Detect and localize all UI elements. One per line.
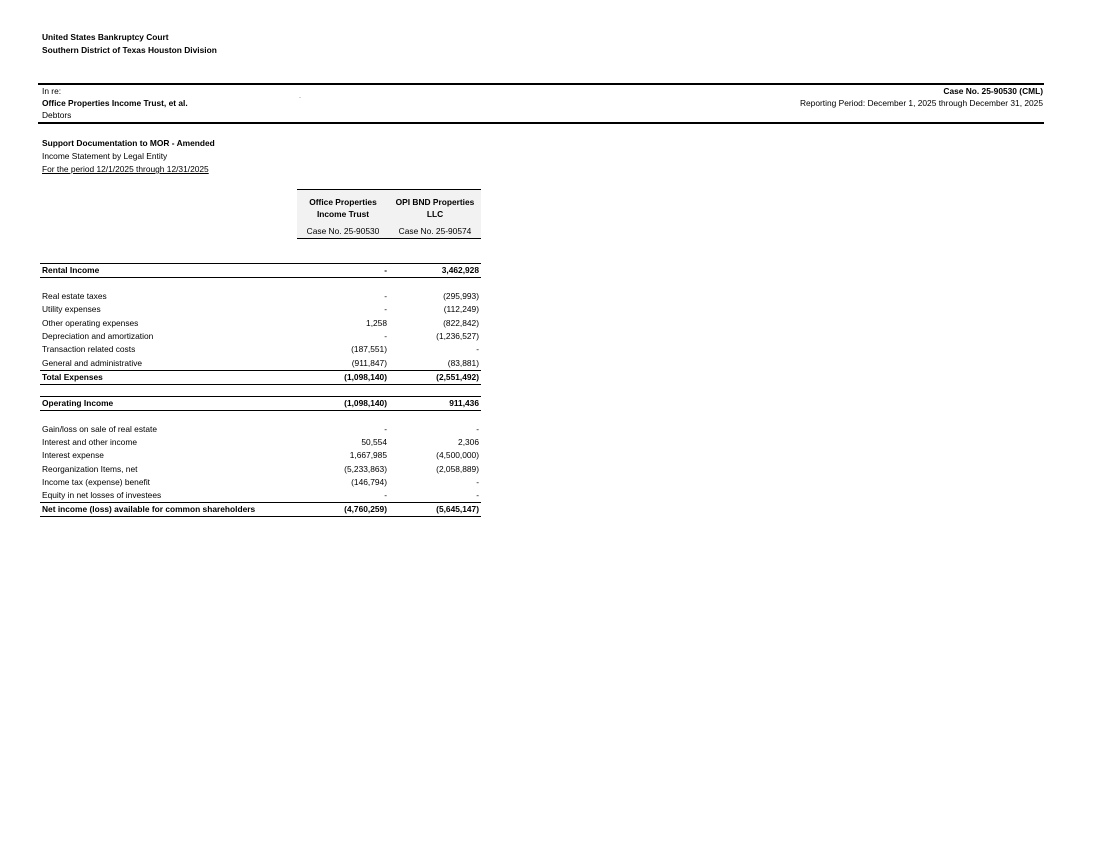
- row-label: Utility expenses: [42, 304, 101, 314]
- row-transaction-costs: [40, 343, 481, 356]
- row-value-col2: (4,500,000): [436, 450, 479, 460]
- court-division: Southern District of Texas Houston Division: [42, 45, 217, 55]
- document-title: Support Documentation to MOR - Amended: [42, 138, 215, 148]
- row-value-col1: (187,551): [351, 344, 387, 354]
- debtors-label: Debtors: [42, 110, 72, 120]
- column-1-name-line1: Office Properties: [309, 197, 377, 207]
- row-value-col2: (822,842): [443, 318, 479, 328]
- row-value-col1: -: [384, 304, 387, 314]
- row-value-col1: (146,794): [351, 477, 387, 487]
- row-value-col1: (5,233,863): [344, 464, 387, 474]
- row-net-income: [40, 503, 481, 517]
- column-1-case: Case No. 25-90530: [306, 226, 380, 236]
- row-label: Income tax (expense) benefit: [42, 477, 151, 487]
- row-real-estate-taxes: [40, 290, 481, 303]
- row-income-tax: [40, 476, 481, 489]
- document-period: For the period 12/1/2025 through 12/31/2025: [42, 164, 209, 174]
- row-other-operating-expenses: [40, 317, 481, 330]
- row-label: Transaction related costs: [42, 344, 136, 354]
- row-label: Real estate taxes: [42, 291, 107, 301]
- row-label: Gain/loss on sale of real estate: [42, 424, 157, 434]
- case-number: Case No. 25-90530 (CML): [943, 86, 1043, 96]
- row-value-col2: (2,058,889): [436, 464, 479, 474]
- row-value-col2: (295,993): [443, 291, 479, 301]
- row-value-col1: -: [384, 331, 387, 341]
- row-label: Operating Income: [42, 398, 114, 408]
- document-subtitle: Income Statement by Legal Entity: [42, 151, 168, 161]
- column-header-box: [297, 189, 481, 239]
- stray-dot: ·: [299, 95, 301, 101]
- row-value-col2: (5,645,147): [436, 504, 479, 514]
- row-label: Other operating expenses: [42, 318, 139, 328]
- row-interest-expense: [40, 449, 481, 462]
- row-value-col2: -: [476, 477, 479, 487]
- row-value-col1: 1,258: [366, 318, 387, 328]
- row-value-col2: (2,551,492): [436, 372, 479, 382]
- row-reorganization-items: [40, 463, 481, 476]
- column-2-name-line1: OPI BND Properties: [395, 197, 475, 207]
- row-value-col2: 3,462,928: [441, 265, 479, 275]
- in-re-label: In re:: [42, 86, 62, 96]
- row-value-col2: 911,436: [449, 398, 479, 408]
- row-depreciation: [40, 330, 481, 343]
- row-value-col1: -: [384, 490, 387, 500]
- row-label: Interest expense: [42, 450, 104, 460]
- row-label: Equity in net losses of investees: [42, 490, 162, 500]
- column-2-case: Case No. 25-90574: [398, 226, 472, 236]
- row-label: Depreciation and amortization: [42, 331, 154, 341]
- row-value-col2: -: [476, 344, 479, 354]
- row-label: Interest and other income: [42, 437, 137, 447]
- reporting-period: Reporting Period: December 1, 2025 through December 31, 2025: [799, 98, 1043, 108]
- row-gain-loss: [40, 423, 481, 436]
- row-label: General and administrative: [42, 358, 143, 368]
- row-value-col1: (911,847): [351, 358, 387, 368]
- row-rental-income: [40, 263, 481, 278]
- column-1-name-line2: Income Trust: [316, 209, 370, 219]
- row-value-col2: -: [476, 490, 479, 500]
- row-value-col1: -: [384, 265, 387, 275]
- row-label: Reorganization Items, net: [42, 464, 138, 474]
- column-2-name-line2: LLC: [426, 209, 444, 219]
- caption-bottom-rule: [38, 122, 1044, 124]
- row-value-col2: (83,881): [447, 358, 479, 368]
- row-value-col1: -: [384, 291, 387, 301]
- row-label: Net income (loss) available for common shareholders: [42, 504, 256, 514]
- caption-top-rule: [38, 83, 1044, 85]
- court-name: United States Bankruptcy Court: [42, 32, 169, 42]
- row-value-col2: (112,249): [443, 304, 479, 314]
- row-value-col2: -: [476, 424, 479, 434]
- row-value-col1: 50,554: [361, 437, 387, 447]
- row-equity-losses: [40, 489, 481, 503]
- row-value-col1: (1,098,140): [344, 398, 387, 408]
- row-value-col2: 2,306: [458, 437, 479, 447]
- row-operating-income: [40, 396, 481, 411]
- row-value-col1: -: [384, 424, 387, 434]
- row-interest-income: [40, 436, 481, 449]
- row-value-col1: (1,098,140): [344, 372, 387, 382]
- row-value-col1: (4,760,259): [344, 504, 387, 514]
- row-label: Total Expenses: [42, 372, 103, 382]
- row-label: Rental Income: [42, 265, 100, 275]
- row-general-admin: [40, 357, 481, 371]
- row-utility-expenses: [40, 303, 481, 316]
- row-value-col2: (1,236,527): [436, 331, 479, 341]
- row-total-expenses: [40, 371, 481, 385]
- debtor-name: Office Properties Income Trust, et al.: [42, 98, 188, 108]
- row-value-col1: 1,667,985: [349, 450, 387, 460]
